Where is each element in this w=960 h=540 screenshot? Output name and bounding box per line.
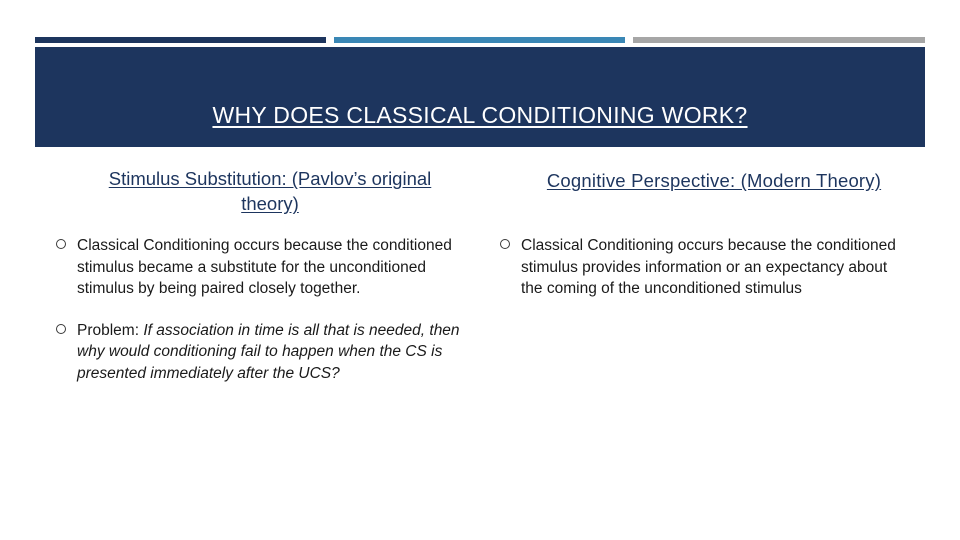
circle-bullet-icon [56,239,66,249]
right-column-heading: Cognitive Perspective: (Modern Theory) [546,170,882,191]
circle-bullet-icon [500,239,510,249]
accent-stripe-dark [35,37,326,43]
list-item [56,235,466,300]
accent-stripe-blue [334,37,625,43]
bullet-text: Classical Conditioning occurs because the conditioned stimulus provides information or an expectancy about the coming of the unconditioned stimulus [521,237,896,297]
bullet-text: Classical Conditioning occurs because the conditioned stimulus became a substitute for the unconditioned stimulus by being paired closely together. [77,237,452,297]
circle-bullet-icon [56,324,66,334]
accent-stripe-gray [633,37,925,43]
title-band [35,47,925,147]
bullet-text-italic: If association in time is all that is needed, then why would conditioning fail to happen when the CS is presented immediately after the UCS? [77,321,460,382]
list-item [56,320,466,385]
bullet-prefix: Problem: [77,321,144,339]
right-bullet-list [500,235,910,320]
left-column-heading: Stimulus Substitution: (Pavlov’s original theory) [108,168,432,214]
list-item [500,235,910,300]
slide-title: WHY DOES CLASSICAL CONDITIONING WORK? [212,102,748,128]
left-bullet-list [56,235,466,404]
